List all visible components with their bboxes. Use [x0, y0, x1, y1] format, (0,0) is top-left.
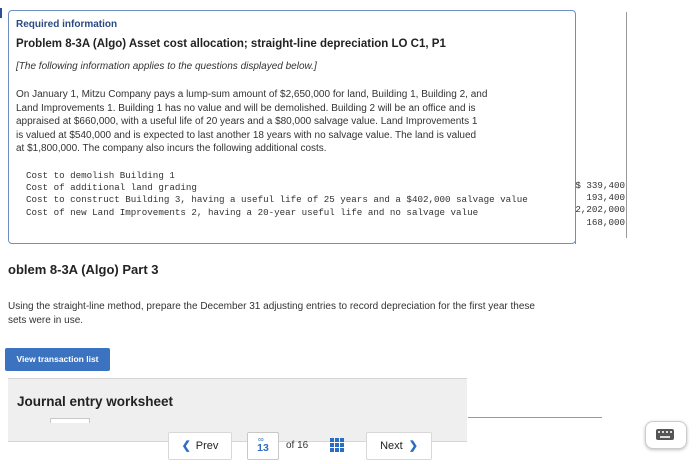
prev-label: Prev	[195, 440, 219, 452]
panel-corner	[575, 232, 576, 244]
cost-label: Cost to construct Building 3, having a useful life of 25 years and a $402,000 salvage value	[26, 194, 528, 206]
problem-paragraph	[16, 88, 551, 156]
paragraph-line: appraised at $660,000, with a useful life of 20 years and a $80,000 salvage value. Land Improvements 1	[16, 116, 478, 128]
current-page-number: 13	[257, 442, 269, 454]
grid-icon[interactable]	[330, 438, 344, 452]
cost-amount: 193,400	[586, 192, 625, 204]
current-page-indicator[interactable]	[247, 432, 279, 460]
chevron-right-icon: ❯	[408, 440, 418, 452]
link-icon: ∞	[258, 435, 264, 444]
calculator-button[interactable]	[645, 421, 687, 449]
chevron-left-icon: ❮	[181, 440, 191, 452]
cost-amount: 168,000	[586, 216, 625, 228]
paragraph-line: is valued at $540,000 and is expected to last another 18 years with no salvage value. The land is valued	[16, 129, 477, 141]
part-instructions	[8, 300, 608, 327]
amounts-divider	[626, 12, 627, 238]
panel-edge-marker	[0, 8, 2, 18]
instruction-line: Using the straight-line method, prepare the December 31 adjusting entries to record depreciation for the first year these	[8, 301, 535, 312]
worksheet-tab[interactable]	[50, 418, 90, 423]
paragraph-line: On January 1, Mitzu Company pays a lump-sum amount of $2,650,000 for land, Building 1, Building 2, and	[16, 89, 488, 100]
instruction-line: sets were in use.	[8, 314, 84, 326]
cost-amount: $ 339,400	[575, 180, 625, 191]
cost-label: Cost to demolish Building 1	[26, 170, 175, 181]
page-total: of 16	[286, 440, 309, 451]
worksheet-title: Journal entry worksheet	[17, 394, 174, 409]
additional-costs-labels	[26, 170, 528, 219]
next-label: Next	[380, 440, 403, 452]
info-note: [The following information applies to the questions displayed below.]	[16, 61, 317, 72]
part-title: oblem 8-3A (Algo) Part 3	[8, 262, 159, 277]
view-transaction-list-button[interactable]: View transaction list	[5, 348, 110, 371]
required-info-label: Required information	[16, 19, 118, 30]
problem-title: Problem 8-3A (Algo) Asset cost allocation; straight-line depreciation LO C1, P1	[16, 38, 446, 50]
cost-label: Cost of additional land grading	[26, 182, 197, 194]
calculator-icon	[656, 429, 674, 440]
additional-costs-amounts	[569, 180, 625, 229]
worksheet-divider	[468, 417, 602, 418]
cost-label: Cost of new Land Improvements 2, having a 20-year useful life and no salvage value	[26, 206, 479, 218]
cost-amount: 2,202,000	[575, 204, 625, 216]
prev-button[interactable]	[168, 432, 232, 460]
paragraph-line: at $1,800,000. The company also incurs the following additional costs.	[16, 143, 327, 155]
next-button[interactable]	[366, 432, 432, 460]
paragraph-line: Land Improvements 1. Building 1 has no value and will be demolished. Building 2 will be an office and is	[16, 102, 476, 114]
